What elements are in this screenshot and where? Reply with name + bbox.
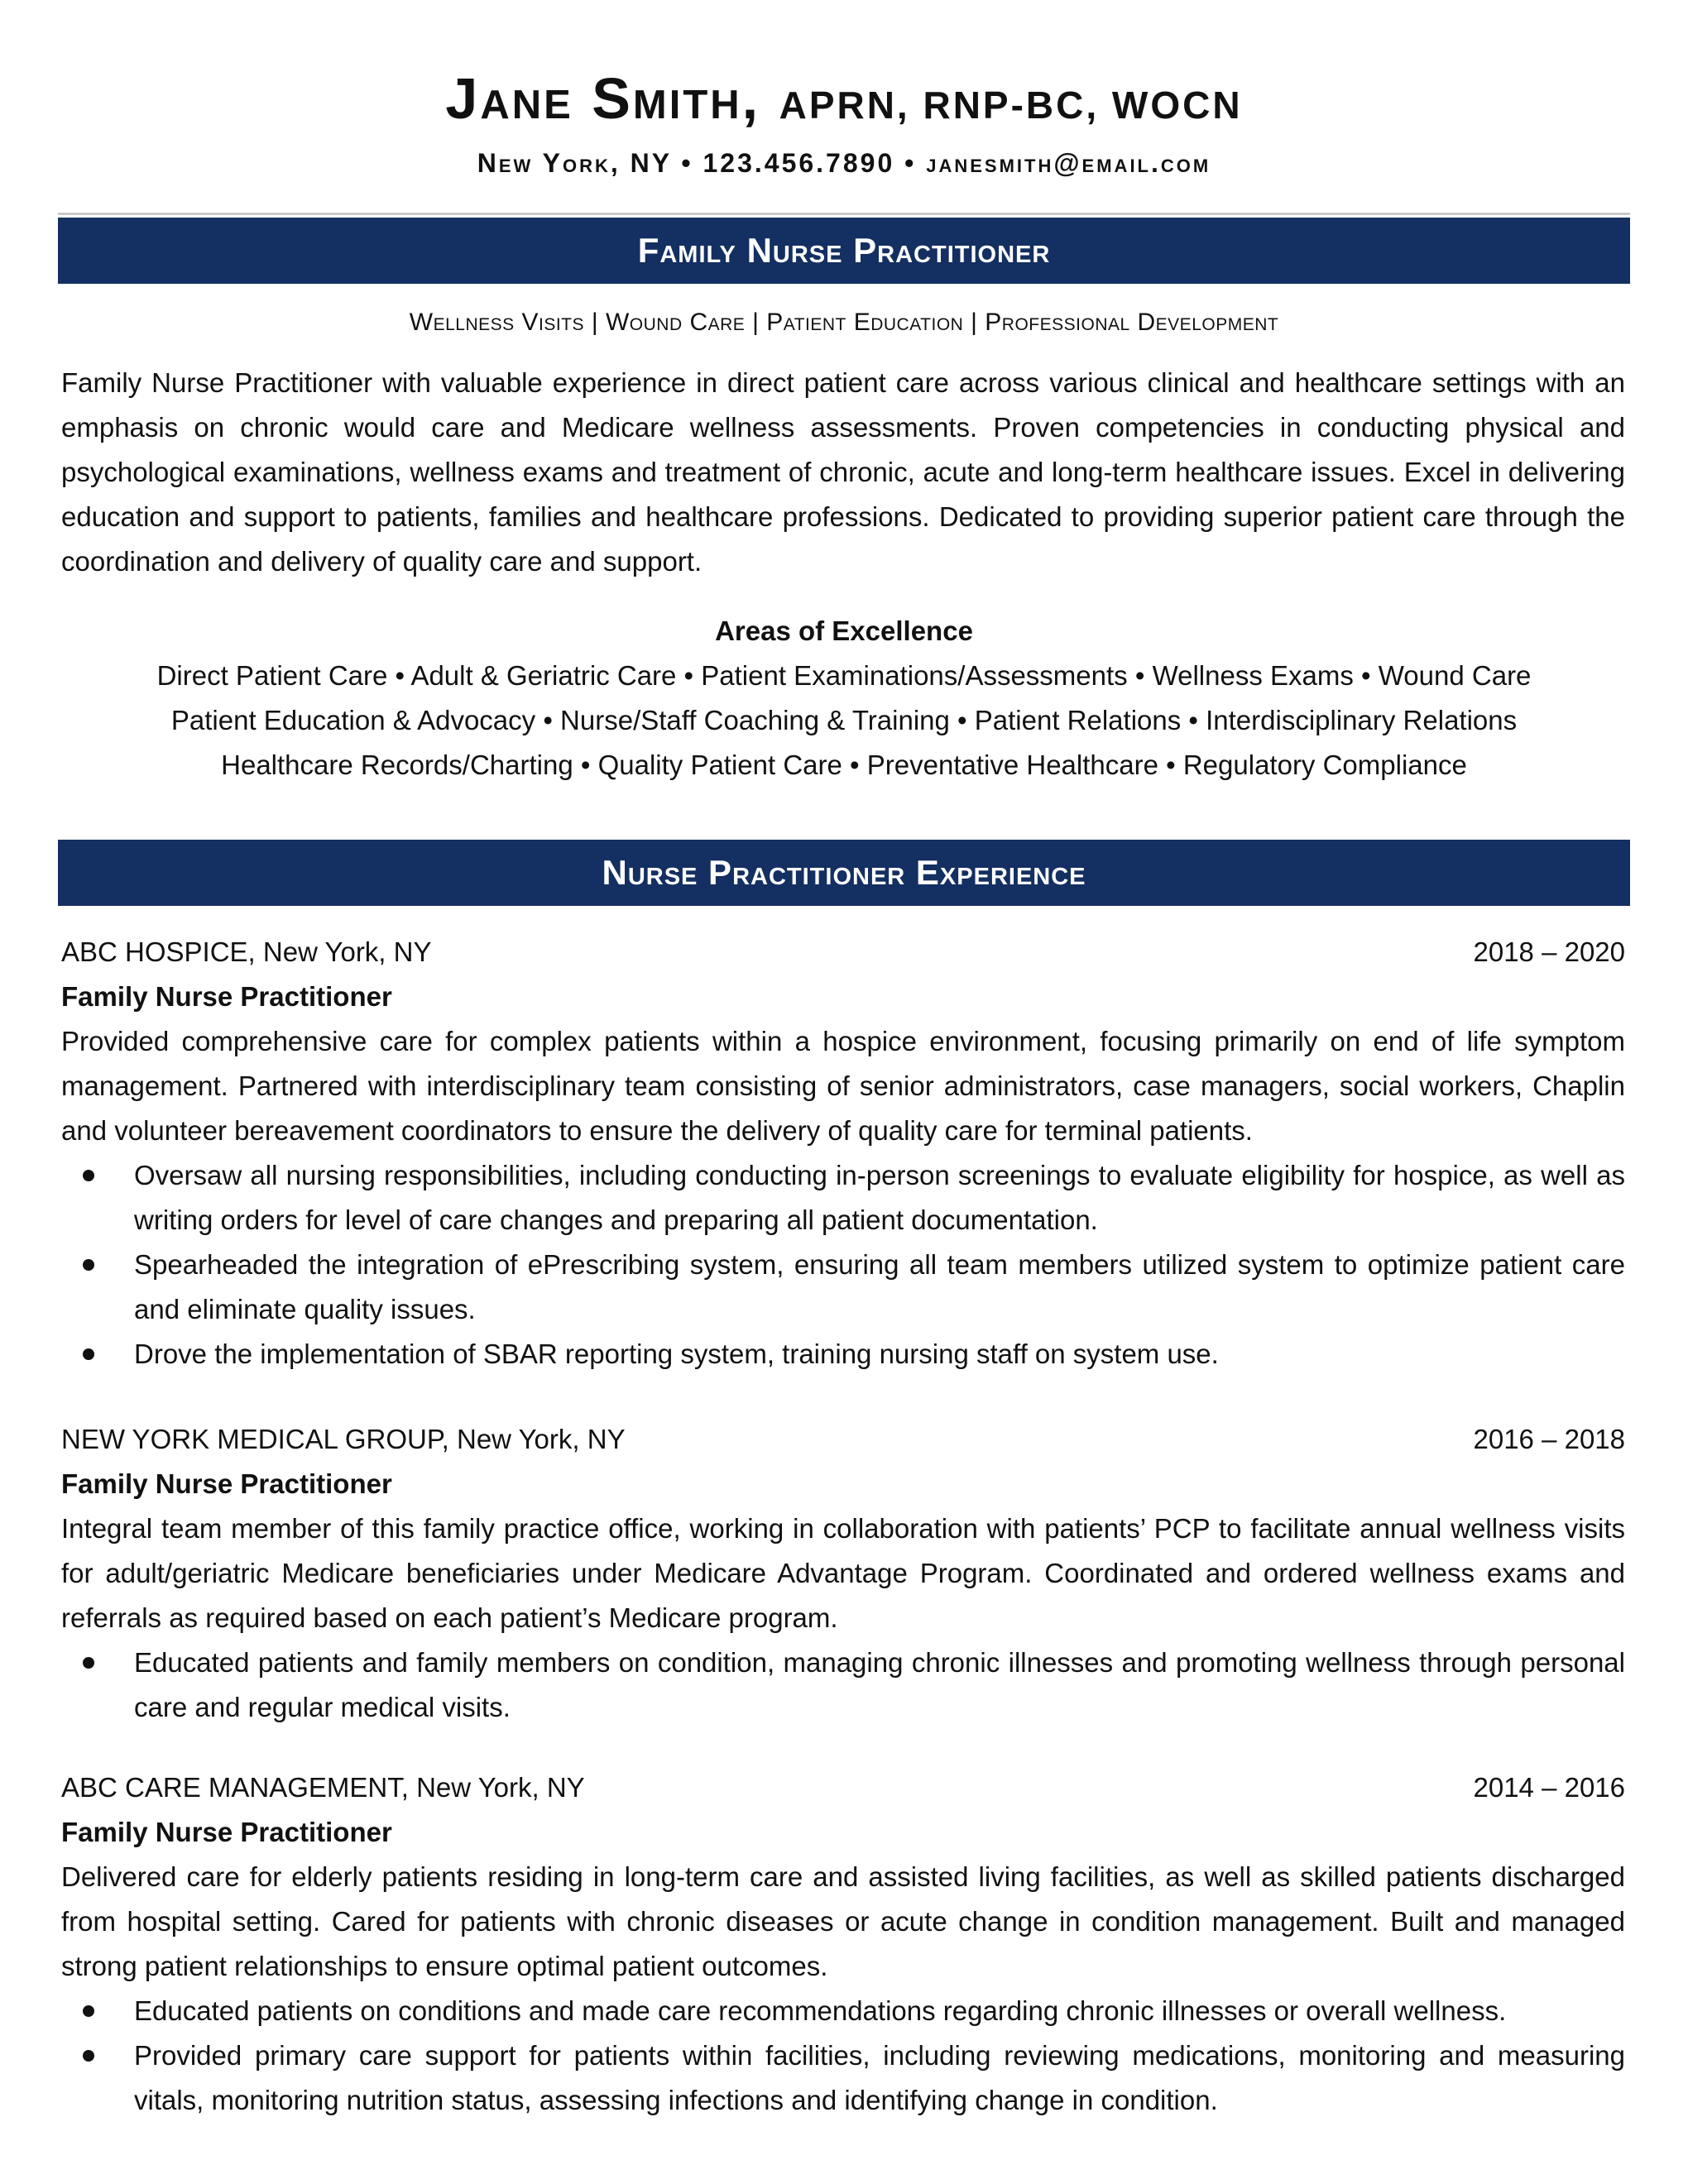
bullet-icon (83, 1348, 94, 1360)
job-title: Family Nurse Practitioner (61, 1468, 392, 1499)
areas-of-excellence-title: Areas of Excellence (715, 615, 973, 646)
candidate-name-line (58, 61, 1630, 142)
areas-of-excellence-line: Direct Patient Care • Adult & Geriatric Care • Patient Examinations/Assessments • Wellness Exams • Wound Care (156, 660, 1532, 691)
bullet-icon (83, 2005, 94, 2017)
bullet-icon (83, 1657, 94, 1669)
section-banner-profile: Family Nurse Practitioner (58, 218, 1630, 284)
job-bullet: Spearheaded the integration of ePrescribing system, ensuring all team members utilized system to optimize patient care and eliminate quality issues. (61, 1243, 1625, 1332)
bullet-icon (83, 1170, 94, 1181)
job-employer: ABC CARE MANAGEMENT, New York, NY (61, 1772, 585, 1803)
job-dates: 2016 – 2018 (1473, 1424, 1625, 1454)
job-description: Integral team member of this family practice office, working in collaboration with patients’ PCP to facilitate annual wellness visits for adult/geriatric Medicare beneficiaries under Medicare Advantage Program. Coordinated and ordered wellness exams and referrals as required based on each patient’s Medicare program. (61, 1513, 1625, 1633)
candidate-credentials: APRN, RNP-BC, WOCN (779, 84, 1243, 127)
bullet-icon (83, 2050, 94, 2062)
job-header (61, 1765, 1625, 1810)
keyword-line: Wellness Visits | Wound Care | Patient Education | Professional Development (409, 309, 1279, 336)
job-bullet: Educated patients on conditions and made care recommendations regarding chronic illnesses or overall wellness. (61, 1989, 1625, 2033)
job-employer: NEW YORK MEDICAL GROUP, New York, NY (61, 1424, 626, 1454)
job-bullet-list (61, 1989, 1625, 2123)
job-header (61, 930, 1625, 975)
job-description: Delivered care for elderly patients residing in long-term care and assisted living facilities, as well as skilled patients discharged from hospital setting. Cared for patients with chronic diseases or acute change in condition management. Built and managed strong patient relationships to ensure optimal patient outcomes. (61, 1861, 1625, 1981)
job-bullet-list (61, 1640, 1625, 1730)
section-banner-experience: Nurse Practitioner Experience (58, 840, 1630, 906)
job-employer: ABC HOSPICE, New York, NY (61, 936, 432, 967)
job-dates: 2014 – 2016 (1473, 1772, 1625, 1803)
contact-info: New York, NY • 123.456.7890 • janesmith@email.com (477, 148, 1211, 178)
job-bullet: Drove the implementation of SBAR reporting system, training nursing staff on system use. (61, 1332, 1625, 1377)
job-bullet: Oversaw all nursing responsibilities, including conducting in-person screenings to evaluate eligibility for hospice, as well as writing orders for level of care changes and preparing all patient documentation. (61, 1153, 1625, 1243)
job-bullet-list (61, 1153, 1625, 1377)
job-title: Family Nurse Practitioner (61, 981, 392, 1012)
areas-of-excellence-line: Patient Education & Advocacy • Nurse/Staff Coaching & Training • Patient Relations • Interdisciplinary Relations (170, 705, 1518, 735)
profile-summary: Family Nurse Practitioner with valuable experience in direct patient care across various clinical and healthcare settings with an emphasis on chronic would care and Medicare wellness assessments. Proven competencies in conducting physical and psychological examinations, wellness exams and treatment of chronic, acute and long-term healthcare issues. Excel in delivering education and support to patients, families and healthcare professions. Dedicated to providing superior patient care through the coordination and delivery of quality care and support. (61, 367, 1625, 577)
bullet-icon (83, 1259, 94, 1271)
areas-of-excellence-line: Healthcare Records/Charting • Quality Patient Care • Preventative Healthcare • Regulatory Compliance (221, 750, 1467, 780)
job-title: Family Nurse Practitioner (61, 1817, 392, 1847)
job-bullet: Educated patients and family members on condition, managing chronic illnesses and promoting wellness through personal care and regular medical visits. (61, 1640, 1625, 1730)
candidate-name: Jane Smith, (445, 66, 761, 131)
header-divider (58, 213, 1630, 215)
job-dates: 2018 – 2020 (1473, 936, 1625, 967)
job-description: Provided comprehensive care for complex patients within a hospice environment, focusing primarily on end of life symptom management. Partnered with interdisciplinary team consisting of senior administrators, case managers, social workers, Chaplin and volunteer bereavement coordinators to ensure the delivery of quality care for terminal patients. (61, 1026, 1625, 1146)
job-bullet: Provided primary care support for patients within facilities, including reviewing medications, monitoring and measuring vitals, monitoring nutrition status, assessing infections and identifying change in condition. (61, 2033, 1625, 2123)
job-header (61, 1417, 1625, 1462)
